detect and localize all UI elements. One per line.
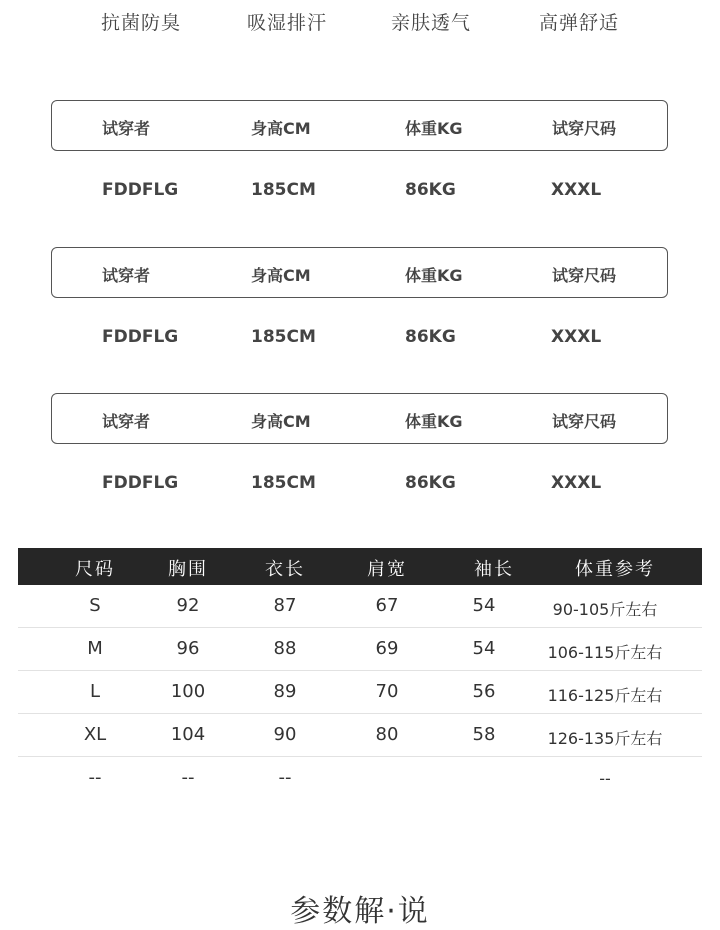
cell-size: M xyxy=(87,638,103,659)
tester-size: XXXL xyxy=(551,180,602,200)
header-shoulder: 肩宽 xyxy=(367,559,407,580)
cell-sleeve: 54 xyxy=(472,595,496,616)
tester-name: FDDFLG xyxy=(102,327,179,347)
section-title: 参数解·说 xyxy=(290,894,430,929)
header-length: 衣长 xyxy=(265,559,305,580)
tester-height: 185CM xyxy=(251,327,316,347)
cell-sleeve: 58 xyxy=(472,724,496,745)
cell-size: S xyxy=(89,595,101,616)
cell-chest: -- xyxy=(181,767,195,788)
cell-length: 87 xyxy=(273,595,297,616)
cell-length: 89 xyxy=(273,681,297,702)
cell-weight-ref: 106-115斤左右 xyxy=(547,643,663,662)
tester-header xyxy=(51,247,668,298)
table-row xyxy=(18,757,702,799)
tester-name: FDDFLG xyxy=(102,180,179,200)
cell-sleeve: 54 xyxy=(472,638,496,659)
header-size: 尺码 xyxy=(75,559,115,580)
tester-header-size: 试穿尺码 xyxy=(552,412,617,431)
cell-shoulder: 67 xyxy=(375,595,399,616)
feature-breathable: 亲肤透气 xyxy=(391,12,472,34)
size-chart-table xyxy=(18,548,702,799)
table-row xyxy=(18,585,702,628)
tester-header-height: 身高CM xyxy=(251,266,311,285)
tester-size: XXXL xyxy=(551,473,602,493)
cell-sleeve: 56 xyxy=(472,681,496,702)
tester-header-weight: 体重KG xyxy=(405,119,463,138)
cell-chest: 100 xyxy=(170,681,206,702)
tester-name: FDDFLG xyxy=(102,473,179,493)
tester-header-name: 试穿者 xyxy=(102,412,151,431)
tester-header-weight: 体重KG xyxy=(405,412,463,431)
cell-weight-ref: 90-105斤左右 xyxy=(552,600,658,619)
cell-chest: 104 xyxy=(170,724,206,745)
tester-height: 185CM xyxy=(251,180,316,200)
cell-weight-ref: -- xyxy=(599,769,611,788)
feature-moisture-wicking: 吸湿排汗 xyxy=(247,12,328,34)
header-sleeve: 袖长 xyxy=(474,559,514,580)
header-weight-ref: 体重参考 xyxy=(575,559,655,580)
tester-header xyxy=(51,393,668,444)
cell-length: 90 xyxy=(273,724,297,745)
tester-header-height: 身高CM xyxy=(251,119,311,138)
tester-header-size: 试穿尺码 xyxy=(552,266,617,285)
cell-size: L xyxy=(89,681,101,702)
cell-shoulder: 69 xyxy=(375,638,399,659)
cell-chest: 92 xyxy=(176,595,200,616)
tester-header-name: 试穿者 xyxy=(102,266,151,285)
tester-height: 185CM xyxy=(251,473,316,493)
cell-shoulder: 80 xyxy=(375,724,399,745)
tester-weight: 86KG xyxy=(405,180,456,200)
table-row xyxy=(18,628,702,671)
tester-size: XXXL xyxy=(551,327,602,347)
cell-shoulder: 70 xyxy=(375,681,399,702)
feature-antibacterial: 抗菌防臭 xyxy=(101,12,182,34)
cell-chest: 96 xyxy=(176,638,200,659)
tester-header xyxy=(51,100,668,151)
size-chart-header xyxy=(18,548,702,585)
tester-header-weight: 体重KG xyxy=(405,266,463,285)
cell-size: XL xyxy=(83,724,107,745)
cell-length: 88 xyxy=(273,638,297,659)
tester-row xyxy=(0,180,720,210)
tester-header-height: 身高CM xyxy=(251,412,311,431)
tester-weight: 86KG xyxy=(405,327,456,347)
cell-size: -- xyxy=(88,767,102,788)
feature-elastic: 高弹舒适 xyxy=(539,12,620,34)
header-chest: 胸围 xyxy=(168,559,208,580)
tester-header-size: 试穿尺码 xyxy=(552,119,617,138)
cell-weight-ref: 116-125斤左右 xyxy=(547,686,663,705)
table-row xyxy=(18,671,702,714)
feature-tagline xyxy=(0,8,720,40)
cell-weight-ref: 126-135斤左右 xyxy=(547,729,663,748)
tester-row xyxy=(0,473,720,503)
cell-length: -- xyxy=(278,767,292,788)
tester-weight: 86KG xyxy=(405,473,456,493)
tester-row xyxy=(0,327,720,357)
table-row xyxy=(18,714,702,757)
tester-header-name: 试穿者 xyxy=(102,119,151,138)
